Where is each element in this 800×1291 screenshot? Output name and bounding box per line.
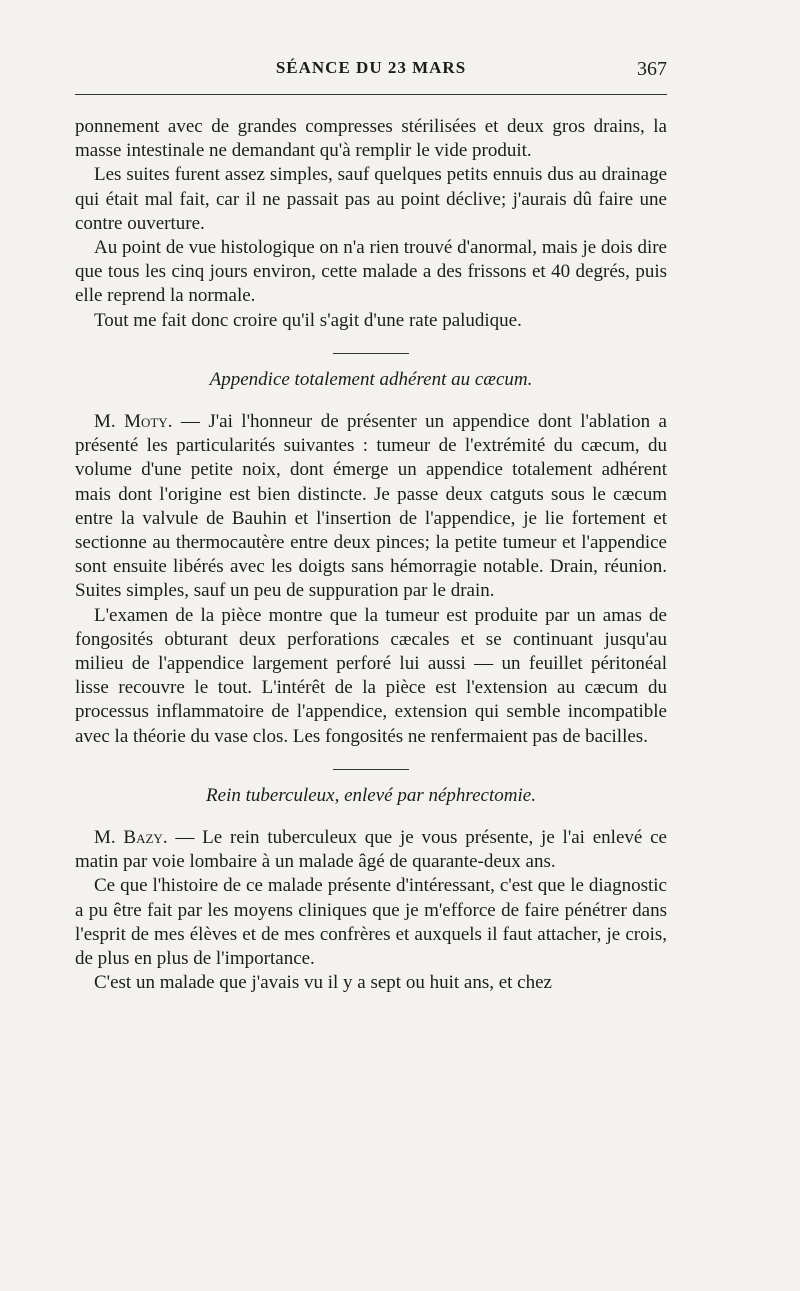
page-header xyxy=(75,58,667,86)
section-separator xyxy=(333,769,409,770)
paragraph: Tout me fait donc croire qu'il s'agit d'une rate paludique. xyxy=(94,309,522,331)
running-title: SÉANCE DU 23 MARS xyxy=(275,58,467,77)
paragraph: L'examen de la pièce montre que la tumeur est produite par un amas de fongosités obturant deux perforations cæcales et se continuant jusqu'au milieu de l'appendice largement perforé lui aussi — un feuillet péritonéal lisse recouvre le tout. L'intérêt de la pièce est l'extension au cæcum du processus inflammatoire de l'appendice, extension qui semble incompatible avec la théorie du vase clos. Les fongosités ne renfermaient pas de bacilles. xyxy=(75,604,667,747)
paragraph-text: — J'ai l'honneur de présenter un appendice dont l'ablation a présenté les particularités suivantes : tumeur de l'extrémité du cæcum, du volume d'une petite noix, dont émerge un appendice totalement adhérent mais dont l'origine est bien distincte. Je passe deux catguts sous le cæcum entre la valvule de Bauhin et l'insertion de l'appendice, je lie fortement et sectionne au thermocautère entre deux pinces; la petite tumeur et l'appendice sont ensuite libérés avec les doigts sans hémorragie notable. Drain, réunion. Suites simples, sauf un peu de suppuration par le drain. xyxy=(75,411,667,602)
speaker-name: M. Moty. xyxy=(94,411,173,433)
speaker-name: M. Bazy. xyxy=(94,827,168,849)
section-title: Rein tuberculeux, enlevé par néphrectomie. xyxy=(206,784,536,806)
paragraph: Ce que l'histoire de ce malade présente d'intéressant, c'est que le diagnostic a pu être fait par les moyens cliniques que je m'efforce de faire pénétrer dans l'esprit de mes élèves et de mes confrères et auxquels il faut attacher, je crois, de plus en plus de l'importance. xyxy=(75,875,667,970)
section-separator xyxy=(333,353,409,354)
section-title: Appendice totalement adhérent au cæcum. xyxy=(209,368,533,390)
paragraph: Au point de vue histologique on n'a rien trouvé d'anormal, mais je dois dire que tous les cinq jours environ, cette malade a des frissons et 40 degrés, puis elle reprend la normale. xyxy=(75,237,667,307)
page-number: 367 xyxy=(637,58,667,80)
header-rule xyxy=(75,94,667,95)
paragraph xyxy=(75,826,667,874)
paragraph xyxy=(75,410,667,604)
paragraph: Les suites furent assez simples, sauf quelques petits ennuis dus au drainage qui était mal fait, car il ne passait pas au point déclive; j'aurais dû faire une contre ouverture. xyxy=(75,164,667,234)
paragraph-text: — Le rein tuberculeux que je vous présente, je l'ai enlevé ce matin par voie lombaire à un malade âgé de quarante-deux ans. xyxy=(75,827,667,873)
paragraph: C'est un malade que j'avais vu il y a sept ou huit ans, et chez xyxy=(94,972,552,994)
body-text xyxy=(75,115,667,996)
paragraph: ponnement avec de grandes compresses stérilisées et deux gros drains, la masse intestinale ne demandant qu'à remplir le vide produit. xyxy=(75,116,667,162)
